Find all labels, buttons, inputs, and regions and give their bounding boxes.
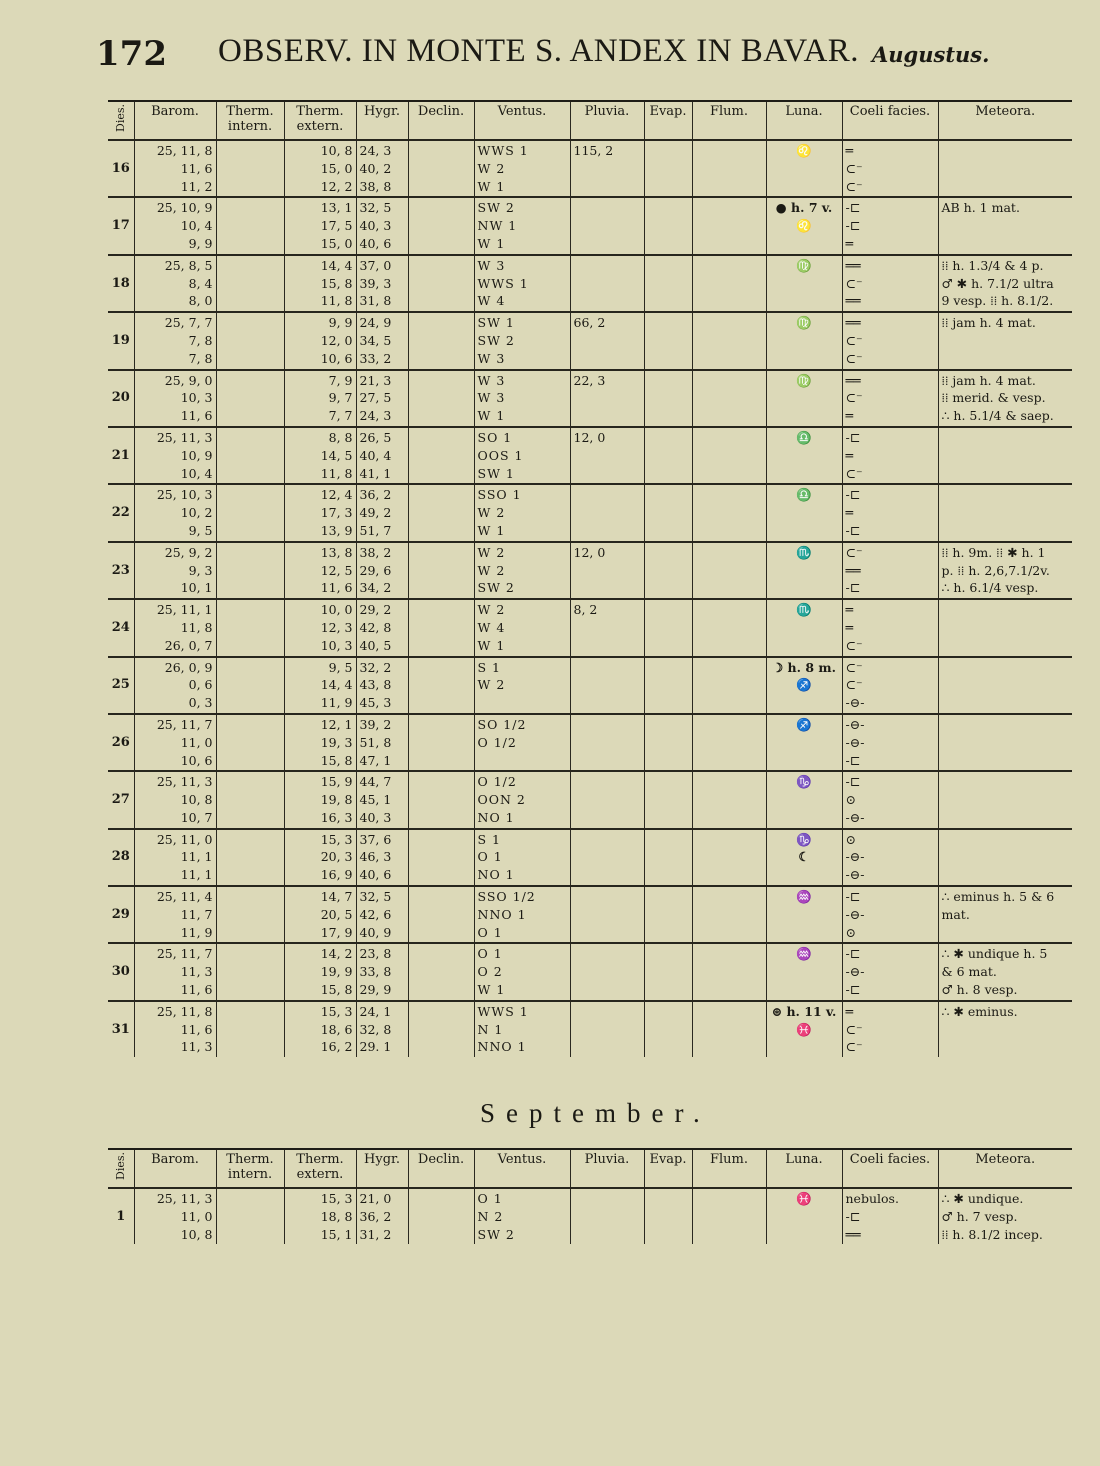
moon-cell: ♑ (766, 771, 842, 828)
sky-cell: -⊏ -⊖- -⊏ (842, 943, 938, 1000)
rain-cell (570, 714, 644, 771)
table-row (108, 255, 1072, 312)
moon-cell: ♒ (766, 886, 842, 943)
table-header-row (108, 101, 1072, 140)
therm-intern-cell (216, 714, 284, 771)
declination-cell (408, 140, 474, 197)
barometer-cell: 25, 10, 9 10, 4 9, 9 (134, 197, 216, 254)
therm-extern-cell: 13, 8 12, 5 11, 6 (284, 542, 356, 599)
rain-cell (570, 255, 644, 312)
barometer-cell: 25, 9, 2 9, 3 10, 1 (134, 542, 216, 599)
moon-cell: ⊛ h. 11 v. ♓ (766, 1001, 842, 1057)
hygrometer-cell: 24, 9 34, 5 33, 2 (356, 312, 408, 369)
hygrometer-cell: 21, 0 36, 2 31, 2 (356, 1188, 408, 1244)
sky-cell: -⊖- -⊖- -⊏ (842, 714, 938, 771)
hygrometer-cell: 39, 2 51, 8 47, 1 (356, 714, 408, 771)
moon-cell: ♍ (766, 312, 842, 369)
moon-cell: ♏ (766, 599, 842, 656)
hygrometer-cell: 24, 1 32, 8 29. 1 (356, 1001, 408, 1057)
sky-cell: ═ ═ ⊂⁻ (842, 599, 938, 656)
declination-cell (408, 484, 474, 541)
barometer-cell: 25, 11, 8 11, 6 11, 3 (134, 1001, 216, 1057)
therm-intern-cell (216, 599, 284, 656)
therm-extern-cell: 15, 3 18, 8 15, 1 (284, 1188, 356, 1244)
moon-cell: ♐ (766, 714, 842, 771)
declination-cell (408, 829, 474, 886)
barometer-cell: 26, 0, 9 0, 6 0, 3 (134, 657, 216, 714)
evaporation-cell (644, 312, 692, 369)
wind-cell: SO 1/2 O 1/2 (474, 714, 570, 771)
day-cell: 20 (111, 390, 130, 406)
rain-cell (570, 886, 644, 943)
day-cell: 30 (111, 964, 130, 980)
header-therm-extern: Therm. extern. (284, 101, 356, 140)
day-cell: 29 (111, 906, 130, 922)
table-row (108, 1188, 1072, 1244)
meteora-cell: ⁞⁞ jam h. 4 mat. (938, 312, 1072, 369)
meteora-cell (938, 714, 1072, 771)
table-row (108, 140, 1072, 197)
meteora-cell: ∴ ✱ eminus. (938, 1001, 1072, 1057)
river-cell (692, 599, 766, 656)
barometer-cell: 25, 7, 7 7, 8 7, 8 (134, 312, 216, 369)
river-cell (692, 886, 766, 943)
header-declin: Declin. (408, 101, 474, 140)
hygrometer-cell: 26, 5 40, 4 41, 1 (356, 427, 408, 484)
therm-intern-cell (216, 197, 284, 254)
barometer-cell: 25, 11, 7 11, 3 11, 6 (134, 943, 216, 1000)
hygrometer-cell: 29, 2 42, 8 40, 5 (356, 599, 408, 656)
rain-cell: 22, 3 (570, 370, 644, 427)
hygrometer-cell: 21, 3 27, 5 24, 3 (356, 370, 408, 427)
page-title: OBSERV. IN MONTE S. ANDEX IN BAVAR. (218, 33, 860, 69)
table-header-row (108, 1149, 1072, 1188)
september-observation-table (108, 1148, 1072, 1244)
rain-cell (570, 657, 644, 714)
header-therm-intern: Therm. intern. (216, 1149, 284, 1188)
meteora-cell (938, 771, 1072, 828)
river-cell (692, 484, 766, 541)
therm-intern-cell (216, 484, 284, 541)
hygrometer-cell: 32, 2 43, 8 45, 3 (356, 657, 408, 714)
declination-cell (408, 1001, 474, 1057)
evaporation-cell (644, 370, 692, 427)
table-row (108, 829, 1072, 886)
barometer-cell: 25, 11, 4 11, 7 11, 9 (134, 886, 216, 943)
hygrometer-cell: 32, 5 42, 6 40, 9 (356, 886, 408, 943)
therm-extern-cell: 10, 8 15, 0 12, 2 (284, 140, 356, 197)
declination-cell (408, 599, 474, 656)
day-cell: 24 (111, 619, 130, 635)
day-cell: 22 (111, 505, 130, 521)
header-evap: Evap. (644, 101, 692, 140)
rain-cell (570, 829, 644, 886)
river-cell (692, 140, 766, 197)
evaporation-cell (644, 657, 692, 714)
declination-cell (408, 197, 474, 254)
header-meteora: Meteora. (938, 1149, 1072, 1188)
sky-cell: -⊏ ═ ⊂⁻ (842, 427, 938, 484)
barometer-cell: 25, 11, 3 10, 8 10, 7 (134, 771, 216, 828)
meteora-cell (938, 657, 1072, 714)
day-cell: 26 (111, 734, 130, 750)
header-dies: Dies. (108, 101, 134, 140)
sky-cell: -⊏ ⊙ -⊖- (842, 771, 938, 828)
meteora-cell (938, 427, 1072, 484)
september-heading: September. (480, 1098, 711, 1128)
wind-cell: WWS 1 N 1 NNO 1 (474, 1001, 570, 1057)
meteora-cell: ∴ ✱ undique. ♂ h. 7 vesp. ⁞⁞ h. 8.1/2 incep. (938, 1188, 1072, 1244)
wind-cell: SO 1 OOS 1 SW 1 (474, 427, 570, 484)
sky-cell: ═ ⊂⁻ ⊂⁻ (842, 1001, 938, 1057)
sky-cell: -⊏ -⊏ ═ (842, 197, 938, 254)
therm-intern-cell (216, 886, 284, 943)
declination-cell (408, 886, 474, 943)
declination-cell (408, 370, 474, 427)
wind-cell: SSO 1 W 2 W 1 (474, 484, 570, 541)
header-barom: Barom. (134, 101, 216, 140)
header-dies: Dies. (108, 1149, 134, 1188)
wind-cell: O 1 O 2 W 1 (474, 943, 570, 1000)
therm-extern-cell: 10, 0 12, 3 10, 3 (284, 599, 356, 656)
rain-cell (570, 1188, 644, 1244)
moon-cell: ♌ (766, 140, 842, 197)
river-cell (692, 1001, 766, 1057)
therm-intern-cell (216, 542, 284, 599)
table-row (108, 542, 1072, 599)
river-cell (692, 312, 766, 369)
sky-cell: -⊏ -⊖- ⊙ (842, 886, 938, 943)
declination-cell (408, 427, 474, 484)
evaporation-cell (644, 886, 692, 943)
rain-cell (570, 771, 644, 828)
day-cell: 18 (111, 275, 130, 291)
rain-cell: 12, 0 (570, 542, 644, 599)
header-evap: Evap. (644, 1149, 692, 1188)
sky-cell: -⊏ ═ -⊏ (842, 484, 938, 541)
declination-cell (408, 943, 474, 1000)
river-cell (692, 714, 766, 771)
meteora-cell (938, 599, 1072, 656)
table-row (108, 599, 1072, 656)
evaporation-cell (644, 140, 692, 197)
table-row (108, 714, 1072, 771)
barometer-cell: 25, 11, 3 10, 9 10, 4 (134, 427, 216, 484)
evaporation-cell (644, 542, 692, 599)
hygrometer-cell: 24, 3 40, 2 38, 8 (356, 140, 408, 197)
day-cell: 23 (111, 562, 130, 578)
therm-intern-cell (216, 370, 284, 427)
rain-cell (570, 1001, 644, 1057)
moon-cell: ♒ (766, 943, 842, 1000)
table-row (108, 197, 1072, 254)
barometer-cell: 25, 11, 3 11, 0 10, 8 (134, 1188, 216, 1244)
moon-cell: ♓ (766, 1188, 842, 1244)
therm-extern-cell: 14, 7 20, 5 17, 9 (284, 886, 356, 943)
evaporation-cell (644, 943, 692, 1000)
wind-cell: W 2 W 4 W 1 (474, 599, 570, 656)
river-cell (692, 943, 766, 1000)
declination-cell (408, 312, 474, 369)
day-cell: 1 (116, 1208, 126, 1224)
therm-intern-cell (216, 312, 284, 369)
therm-intern-cell (216, 943, 284, 1000)
table-row (108, 657, 1072, 714)
barometer-cell: 25, 11, 8 11, 6 11, 2 (134, 140, 216, 197)
therm-extern-cell: 15, 3 20, 3 16, 9 (284, 829, 356, 886)
sky-cell: ══ ⊂⁻ ═ (842, 370, 938, 427)
wind-cell: W 3 WWS 1 W 4 (474, 255, 570, 312)
header-ventus: Ventus. (474, 101, 570, 140)
river-cell (692, 427, 766, 484)
barometer-cell: 25, 10, 3 10, 2 9, 5 (134, 484, 216, 541)
day-cell: 27 (111, 792, 130, 808)
rain-cell: 115, 2 (570, 140, 644, 197)
header-luna: Luna. (766, 1149, 842, 1188)
therm-extern-cell: 9, 5 14, 4 11, 9 (284, 657, 356, 714)
therm-extern-cell: 8, 8 14, 5 11, 8 (284, 427, 356, 484)
header-luna: Luna. (766, 101, 842, 140)
day-cell: 28 (111, 849, 130, 865)
day-cell: 17 (111, 218, 130, 234)
river-cell (692, 197, 766, 254)
table-row (108, 427, 1072, 484)
declination-cell (408, 1188, 474, 1244)
wind-cell: S 1 W 2 (474, 657, 570, 714)
day-cell: 21 (111, 447, 130, 463)
sky-cell: nebulos. -⊏ ══ (842, 1188, 938, 1244)
evaporation-cell (644, 599, 692, 656)
evaporation-cell (644, 1188, 692, 1244)
therm-intern-cell (216, 829, 284, 886)
meteora-cell: ⁞⁞ jam h. 4 mat. ⁞⁞ merid. & vesp. ∴ h. 5.1/4 & saep. (938, 370, 1072, 427)
wind-cell: S 1 O 1 NO 1 (474, 829, 570, 886)
evaporation-cell (644, 255, 692, 312)
therm-intern-cell (216, 657, 284, 714)
day-cell: 25 (111, 677, 130, 693)
moon-cell: ♏ (766, 542, 842, 599)
barometer-cell: 25, 11, 7 11, 0 10, 6 (134, 714, 216, 771)
moon-cell: ♎ (766, 427, 842, 484)
evaporation-cell (644, 1001, 692, 1057)
meteora-cell: ∴ eminus h. 5 & 6 mat. (938, 886, 1072, 943)
sky-cell: ══ ⊂⁻ ══ (842, 255, 938, 312)
wind-cell: O 1 N 2 SW 2 (474, 1188, 570, 1244)
river-cell (692, 370, 766, 427)
header-meteora: Meteora. (938, 101, 1072, 140)
table-row (108, 886, 1072, 943)
therm-extern-cell: 9, 9 12, 0 10, 6 (284, 312, 356, 369)
header-flum: Flum. (692, 101, 766, 140)
barometer-cell: 25, 11, 0 11, 1 11, 1 (134, 829, 216, 886)
august-observation-table (108, 100, 1072, 1057)
therm-extern-cell: 12, 1 19, 3 15, 8 (284, 714, 356, 771)
evaporation-cell (644, 484, 692, 541)
moon-cell: ♑ ☾ (766, 829, 842, 886)
evaporation-cell (644, 771, 692, 828)
header-therm-extern: Therm. extern. (284, 1149, 356, 1188)
hygrometer-cell: 36, 2 49, 2 51, 7 (356, 484, 408, 541)
rain-cell: 12, 0 (570, 427, 644, 484)
page-number: 172 (96, 34, 167, 74)
barometer-cell: 25, 11, 1 11, 8 26, 0, 7 (134, 599, 216, 656)
wind-cell: SW 1 SW 2 W 3 (474, 312, 570, 369)
evaporation-cell (644, 714, 692, 771)
moon-cell: ♍ (766, 255, 842, 312)
evaporation-cell (644, 829, 692, 886)
sky-cell: ═ ⊂⁻ ⊂⁻ (842, 140, 938, 197)
therm-intern-cell (216, 427, 284, 484)
meteora-cell: ∴ ✱ undique h. 5 & 6 mat. ♂ h. 8 vesp. (938, 943, 1072, 1000)
moon-cell: ♍ (766, 370, 842, 427)
hygrometer-cell: 37, 6 46, 3 40, 6 (356, 829, 408, 886)
river-cell (692, 542, 766, 599)
sky-cell: ⊂⁻ ⊂⁻ -⊖- (842, 657, 938, 714)
wind-cell: SSO 1/2 NNO 1 O 1 (474, 886, 570, 943)
header-pluvia: Pluvia. (570, 101, 644, 140)
meteora-cell: ⁞⁞ h. 1.3/4 & 4 p. ♂ ✱ h. 7.1/2 ultra 9 vesp. ⁞⁞ h. 8.1/2. (938, 255, 1072, 312)
hygrometer-cell: 32, 5 40, 3 40, 6 (356, 197, 408, 254)
declination-cell (408, 714, 474, 771)
barometer-cell: 25, 8, 5 8, 4 8, 0 (134, 255, 216, 312)
river-cell (692, 657, 766, 714)
wind-cell: SW 2 NW 1 W 1 (474, 197, 570, 254)
table-row (108, 943, 1072, 1000)
table-row (108, 484, 1072, 541)
header-coeli-facies: Coeli facies. (842, 1149, 938, 1188)
meteora-cell (938, 829, 1072, 886)
table-row (108, 312, 1072, 369)
therm-intern-cell (216, 140, 284, 197)
table-row (108, 771, 1072, 828)
therm-extern-cell: 7, 9 9, 7 7, 7 (284, 370, 356, 427)
wind-cell: W 3 W 3 W 1 (474, 370, 570, 427)
meteora-cell (938, 140, 1072, 197)
river-cell (692, 771, 766, 828)
declination-cell (408, 255, 474, 312)
header-flum: Flum. (692, 1149, 766, 1188)
therm-extern-cell: 14, 4 15, 8 11, 8 (284, 255, 356, 312)
wind-cell: O 1/2 OON 2 NO 1 (474, 771, 570, 828)
header-hygr: Hygr. (356, 101, 408, 140)
therm-extern-cell: 12, 4 17, 3 13, 9 (284, 484, 356, 541)
meteora-cell (938, 484, 1072, 541)
barometer-cell: 25, 9, 0 10, 3 11, 6 (134, 370, 216, 427)
meteora-cell: AB h. 1 mat. (938, 197, 1072, 254)
rain-cell: 66, 2 (570, 312, 644, 369)
rain-cell (570, 943, 644, 1000)
rain-cell (570, 484, 644, 541)
header-coeli-facies: Coeli facies. (842, 101, 938, 140)
therm-extern-cell: 15, 3 18, 6 16, 2 (284, 1001, 356, 1057)
wind-cell: W 2 W 2 SW 2 (474, 542, 570, 599)
rain-cell (570, 197, 644, 254)
header-barom: Barom. (134, 1149, 216, 1188)
day-cell: 19 (111, 332, 130, 348)
table-row (108, 1001, 1072, 1057)
therm-extern-cell: 15, 9 19, 8 16, 3 (284, 771, 356, 828)
moon-cell: ● h. 7 v. ♌ (766, 197, 842, 254)
day-cell: 31 (111, 1021, 130, 1037)
sky-cell: ⊙ -⊖- -⊖- (842, 829, 938, 886)
header-pluvia: Pluvia. (570, 1149, 644, 1188)
sky-cell: ⊂⁻ ══ -⊏ (842, 542, 938, 599)
rain-cell: 8, 2 (570, 599, 644, 656)
therm-intern-cell (216, 1188, 284, 1244)
moon-cell: ☽ h. 8 m. ♐ (766, 657, 842, 714)
sky-cell: ══ ⊂⁻ ⊂⁻ (842, 312, 938, 369)
declination-cell (408, 771, 474, 828)
therm-extern-cell: 13, 1 17, 5 15, 0 (284, 197, 356, 254)
table-row (108, 370, 1072, 427)
therm-intern-cell (216, 771, 284, 828)
evaporation-cell (644, 427, 692, 484)
day-cell: 16 (111, 160, 130, 176)
therm-intern-cell (216, 1001, 284, 1057)
header-hygr: Hygr. (356, 1149, 408, 1188)
moon-cell: ♎ (766, 484, 842, 541)
river-cell (692, 255, 766, 312)
river-cell (692, 1188, 766, 1244)
hygrometer-cell: 44, 7 45, 1 40, 3 (356, 771, 408, 828)
evaporation-cell (644, 197, 692, 254)
declination-cell (408, 542, 474, 599)
hygrometer-cell: 23, 8 33, 8 29, 9 (356, 943, 408, 1000)
river-cell (692, 829, 766, 886)
hygrometer-cell: 38, 2 29, 6 34, 2 (356, 542, 408, 599)
declination-cell (408, 657, 474, 714)
meteora-cell: ⁞⁞ h. 9m. ⁞⁞ ✱ h. 1 p. ⁞⁞ h. 2,6,7.1/2v. ∴ h. 6.1/4 vesp. (938, 542, 1072, 599)
header-therm-intern: Therm. intern. (216, 101, 284, 140)
wind-cell: WWS 1 W 2 W 1 (474, 140, 570, 197)
page-month: Augustus. (872, 42, 990, 67)
therm-extern-cell: 14, 2 19, 9 15, 8 (284, 943, 356, 1000)
hygrometer-cell: 37, 0 39, 3 31, 8 (356, 255, 408, 312)
therm-intern-cell (216, 255, 284, 312)
header-declin: Declin. (408, 1149, 474, 1188)
header-ventus: Ventus. (474, 1149, 570, 1188)
